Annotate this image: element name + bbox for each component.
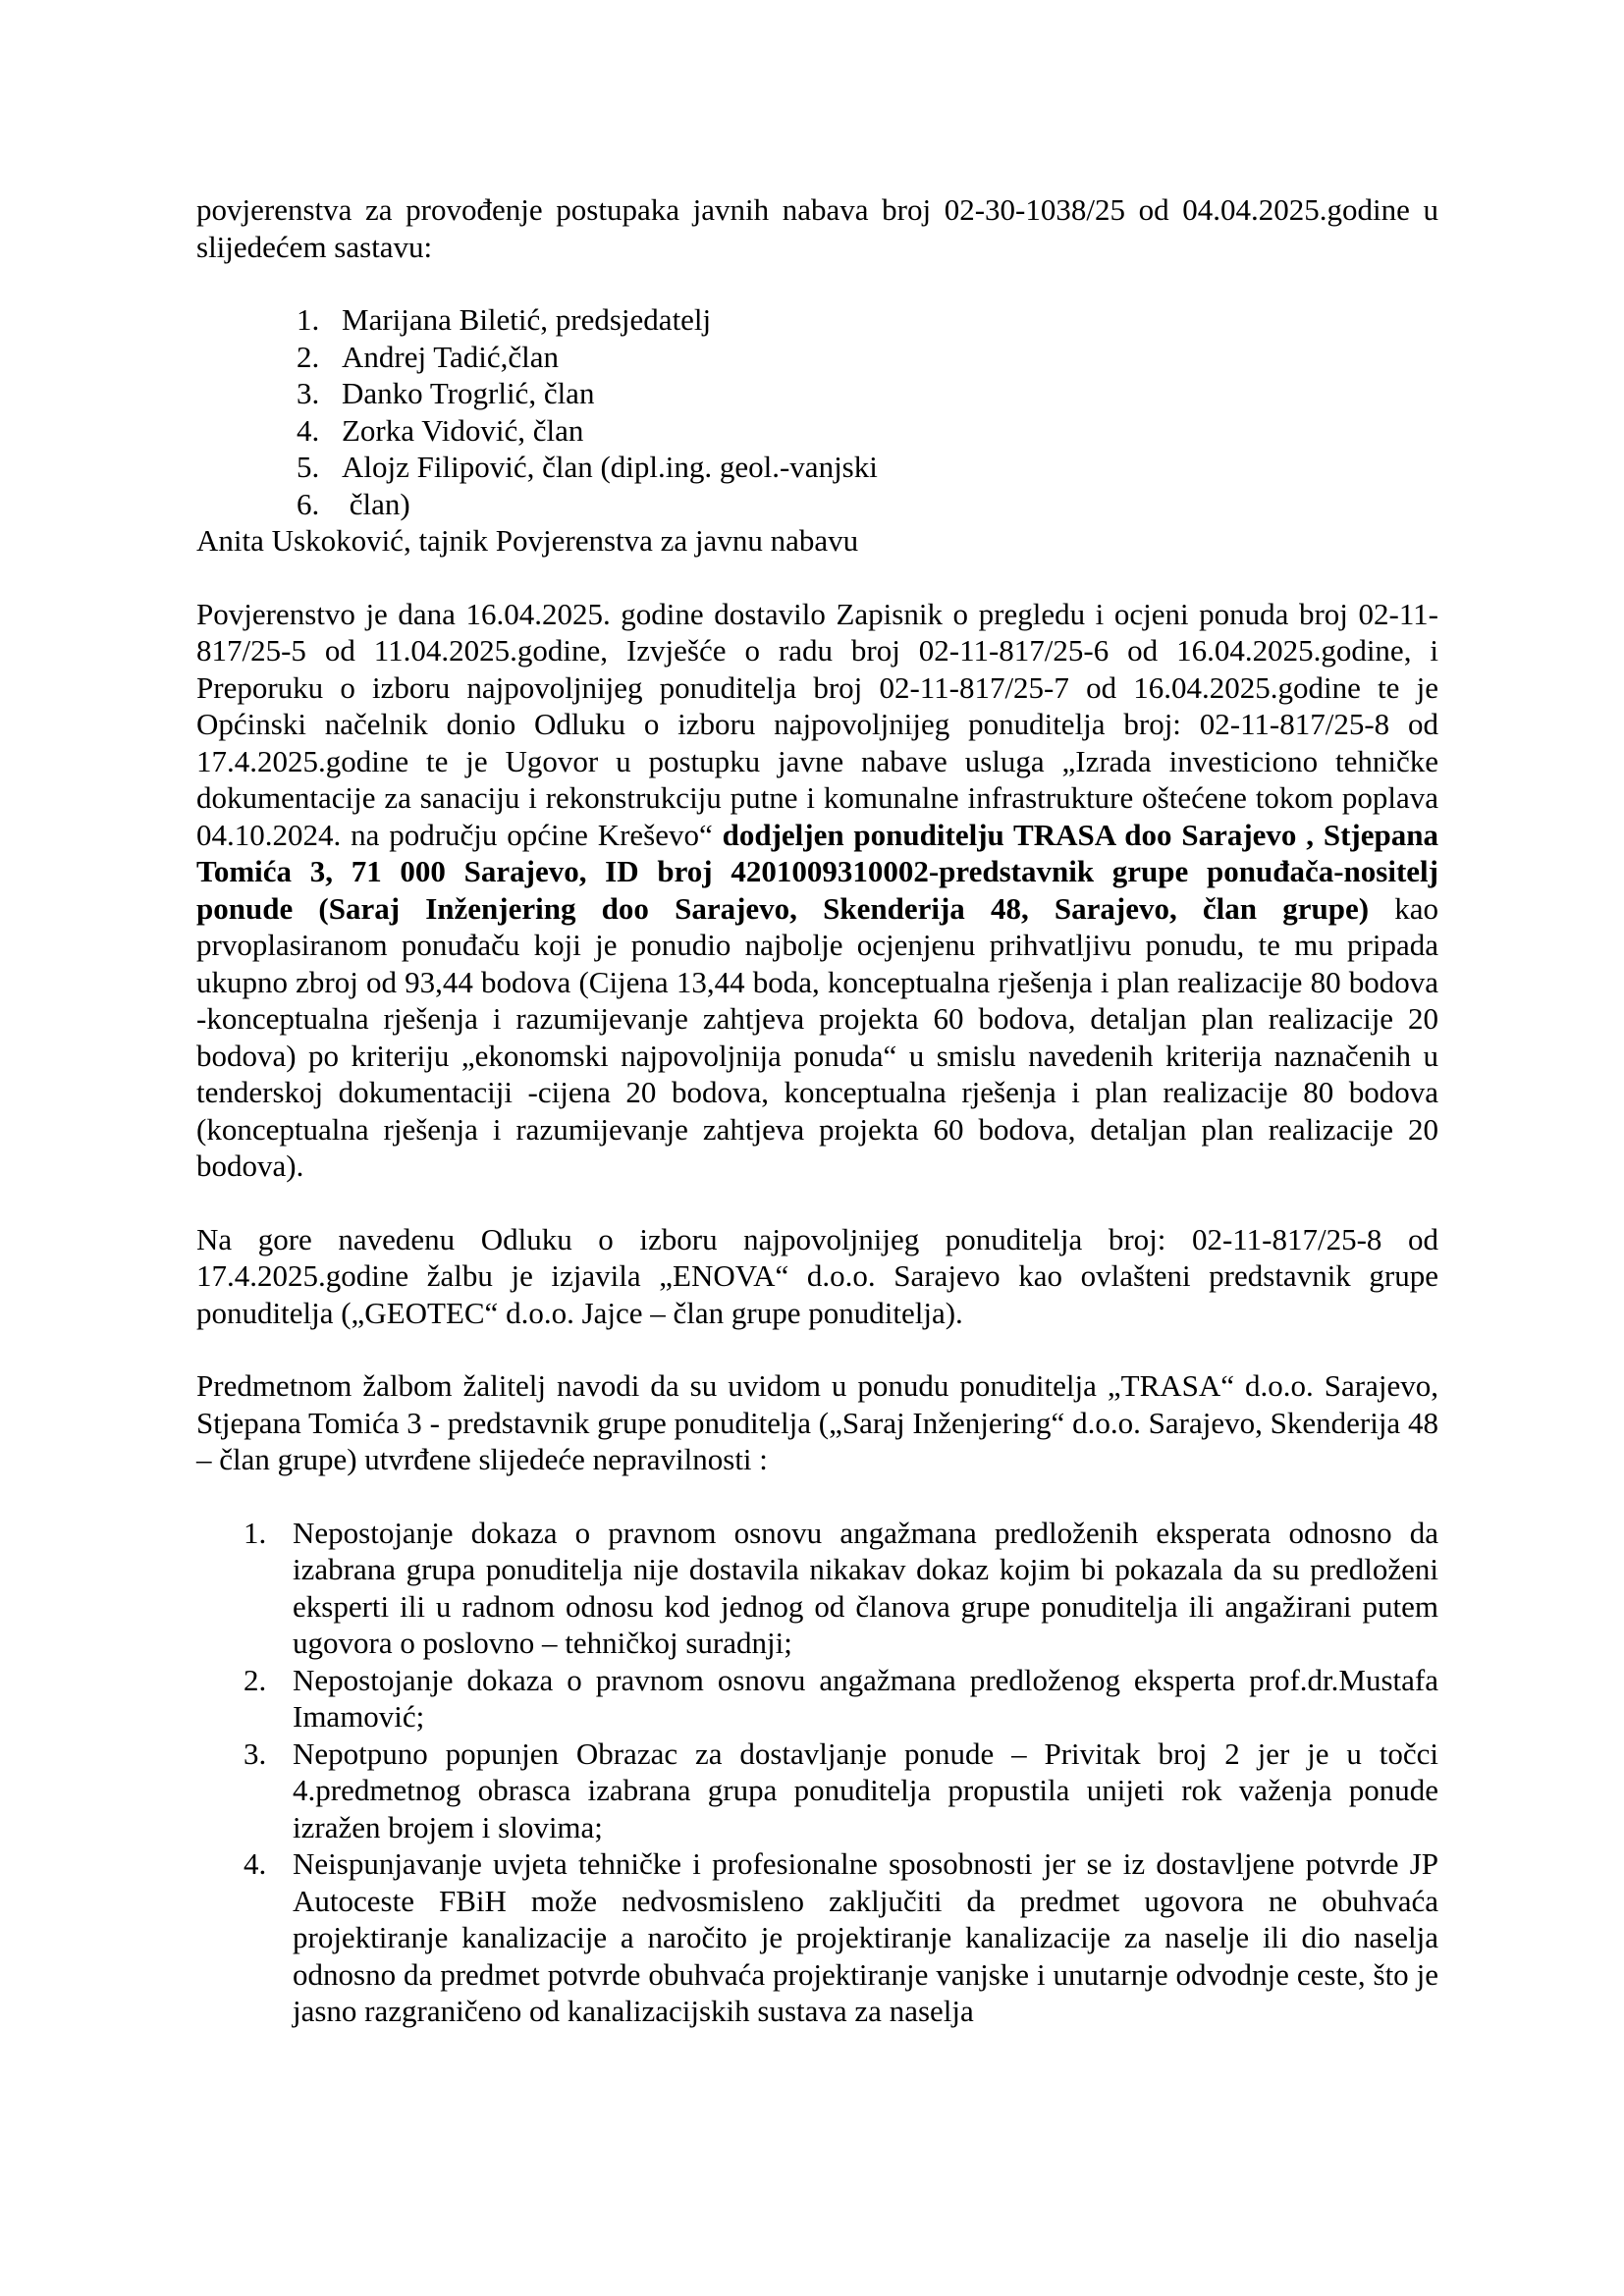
member-text: Alojz Filipović, član (dipl.ing. geol.-vanjski xyxy=(342,450,878,484)
list-number: 1. xyxy=(297,302,320,337)
decision-text-bold: dodjeljen ponuditelju TRASA doo Sarajevo , Stjepana Tomića 3, 71 000 Sarajevo, ID broj 4201009310002-predstavnik grupe ponuđača-nositelj ponude (Saraj Inženjering doo Sarajevo, Skenderija 48, Sarajevo, član grupe) xyxy=(196,817,1438,926)
intro-paragraph: povjerenstva za provođenje postupaka javnih nabava broj 02-30-1038/25 od 04.04.2025.godine u slijedećem sastavu: xyxy=(196,192,1438,264)
appeal-paragraph: Na gore navedenu Odluku o izboru najpovoljnijeg ponuditelja broj: 02-11-817/25-8 od 17.4.2025.godine žalbu je izjavila „ENOVA“ d.o.o. Sarajevo kao ovlašteni predstavnik grupe ponuditelja („GEOTEC“ d.o.o. Jajce – član grupe ponuditelja). xyxy=(196,1221,1438,1330)
member-text: Danko Trogrlić, član xyxy=(342,376,595,410)
member-text: Andrej Tadić,član xyxy=(342,339,560,374)
decision-text-part1: Povjerenstvo je dana 16.04.2025. godine dostavilo Zapisnik o pregledu i ocjeni ponuda broj 02-11-817/25-5 od 11.04.2025.godine, Izvješće o radu broj 02-11-817/25-6 od 16.04.2025.godine, i Preporuku o izboru najpovoljnijeg ponuditelja broj 02-11-817/25-7 od 16.04.2025.godine te je Općinski načelnik donio Odluku o izboru najpovoljnijeg ponuditelja broj: 02-11-817/25-8 od 17.4.2025.godine te je Ugovor u postupku javne nabave usluga „Izrada investiciono tehničke dokumentacije za sanaciju i rekonstrukciju putne i komunalne infrastrukture oštećene tokom poplava 04.10.2024. na području općine Kreševo“ xyxy=(196,596,1438,852)
irregularity-text: Nepostojanje dokaza o pravnom osnovu angažmana predloženih eksperata odnosno da izabrana grupa ponuditelja nije dostavila nikakav dokaz kojim bi pokazala da su predloženi eksperti ili u radnom odnosu kod jednog od članova grupe ponuditelja ili angažirani putem ugovora o poslovno – tehničkoj suradnji; xyxy=(293,1515,1438,1660)
list-item xyxy=(196,412,1438,450)
member-text: Zorka Vidović, član xyxy=(342,412,584,448)
committee-members-list xyxy=(196,301,1438,522)
list-number: 4. xyxy=(297,412,320,448)
list-item xyxy=(196,375,1438,412)
decision-text-part2: kao prvoplasiranom ponuđaču koji je ponudio najbolje ocjenjenu prihvatljivu ponudu, te mu pripada ukupno zbroj od 93,44 bodova (Cijena 13,44 boda, konceptualna rješenja i plan realizacije 80 bodova -konceptualna rješenja i razumijevanje zahtjeva projekta 60 bodova, detaljan plan realizacije 20 bodova) po kriteriju „ekonomski najpovoljnija ponuda“ u smislu navedenih kriterija naznačenih u tenderskoj dokumentaciji -cijena 20 bodova, konceptualna rješenja i plan realizacije 80 bodova (konceptualna rješenja i razumijevanje zahtjeva projekta 60 bodova, detaljan plan realizacije 20 bodova). xyxy=(196,890,1438,1183)
list-item xyxy=(196,1845,1438,2030)
list-item xyxy=(196,301,1438,339)
list-number: 5. xyxy=(297,450,320,484)
list-number: 6. xyxy=(297,486,320,521)
list-item xyxy=(196,1662,1438,1735)
secretary-line: Anita Uskoković, tajnik Povjerenstva za javnu nabavu xyxy=(196,523,859,558)
irregularity-text: Nepostojanje dokaza o pravnom osnovu angažmana predloženog eksperta prof.dr.Mustafa Imamović; xyxy=(293,1662,1438,1734)
member-text: Marijana Biletić, predsjedatelj xyxy=(342,302,712,337)
irregularity-text: Nepotpuno popunjen Obrazac za dostavljanje ponude – Privitak broj 2 jer je u točci 4.predmetnog obrasca izabrana grupa ponuditelja propustila unijeti rok važenja ponude izražen brojem i slovima; xyxy=(293,1735,1438,1844)
list-item xyxy=(196,339,1438,376)
decision-paragraph xyxy=(196,596,1438,1185)
document-page xyxy=(196,191,1438,2030)
list-number: 2. xyxy=(244,1662,267,1697)
member-text: član) xyxy=(342,486,410,521)
irregularity-text: Neispunjavanje uvjeta tehničke i profesionalne sposobnosti jer se iz dostavljene potvrde JP Autoceste FBiH može nedvosmisleno zaključiti da predmet ugovora ne obuhvaća projektiranje kanalizacije a naročito je projektiranje kanalizacije za naselje ili dio naselja odnosno da predmet potvrde obuhvaća projektiranje vanjske i unutarnje odvodnje ceste, što je jasno razgraničeno od kanalizacijskih sustava za naselja xyxy=(293,1846,1438,2028)
list-number: 4. xyxy=(244,1846,267,1881)
list-item xyxy=(196,1515,1438,1662)
list-item xyxy=(196,1735,1438,1846)
list-item xyxy=(196,449,1438,486)
list-number: 1. xyxy=(244,1515,267,1550)
list-number: 3. xyxy=(297,376,320,410)
list-item xyxy=(196,486,1438,523)
appeal-claims-paragraph: Predmetnom žalbom žalitelj navodi da su uvidom u ponudu ponuditelja „TRASA“ d.o.o. Sarajevo, Stjepana Tomića 3 - predstavnik grupe ponuditelja („Saraj Inženjering“ d.o.o. Sarajevo, Skenderija 48 – član grupe) utvrđene slijedeće nepravilnosti : xyxy=(196,1368,1438,1476)
list-number: 2. xyxy=(297,339,320,374)
list-number: 3. xyxy=(244,1735,267,1771)
irregularities-list xyxy=(196,1515,1438,2030)
